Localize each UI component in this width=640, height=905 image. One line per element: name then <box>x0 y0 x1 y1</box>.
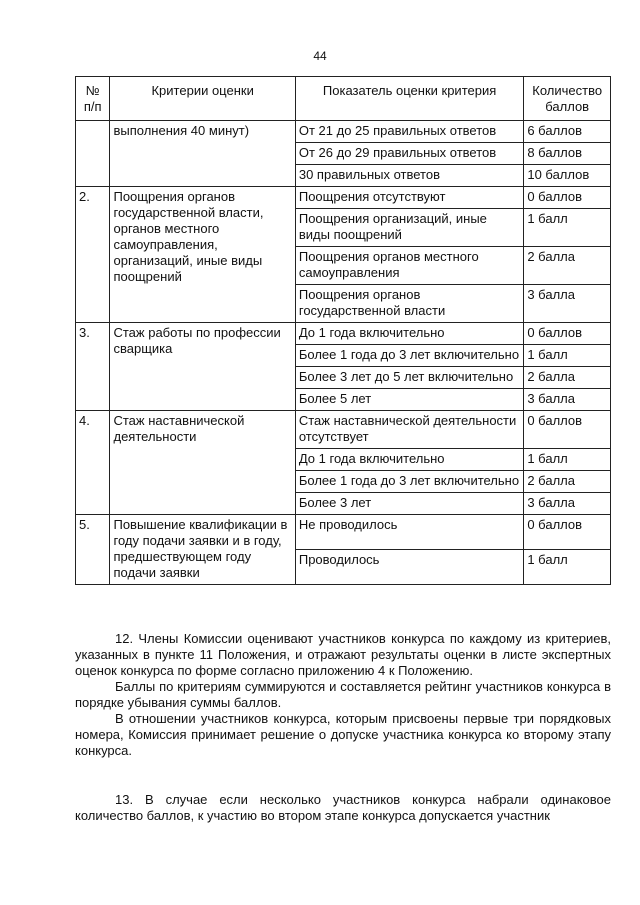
indicator-cell: Поощрения органов государственной власти <box>295 285 523 323</box>
body-text-13 <box>75 792 611 824</box>
points-cell: 2 балла <box>524 367 611 389</box>
points-cell: 0 баллов <box>524 323 611 345</box>
criteria-cell: Стаж работы по профессии сварщика <box>110 323 295 411</box>
indicator-cell: Более 1 года до 3 лет включительно <box>295 345 523 367</box>
header-indicator: Показатель оценки критерия <box>295 77 523 121</box>
points-cell: 1 балл <box>524 449 611 471</box>
indicator-cell: Более 3 лет <box>295 493 523 515</box>
table-row <box>76 411 611 449</box>
table-header-row <box>76 77 611 121</box>
table-row <box>76 121 611 143</box>
table-row <box>76 323 611 345</box>
criteria-table <box>75 76 611 585</box>
table-row <box>76 515 611 550</box>
paragraph-12: 12. Члены Комиссии оценивают участников конкурса по каждому из критериев, указанных в пункте 11 Положения, и отражают результаты оценки в листе экспертных оценок конкурса по форме согласно приложению 4 к Положению. <box>75 631 611 678</box>
points-cell: 3 балла <box>524 389 611 411</box>
points-cell: 6 баллов <box>524 121 611 143</box>
indicator-cell: Более 3 лет до 5 лет включительно <box>295 367 523 389</box>
criteria-cell: Стаж наставнической деятельности <box>110 411 295 515</box>
header-points: Количество баллов <box>524 77 611 121</box>
indicator-cell: Не проводилось <box>295 515 523 550</box>
indicator-cell: Стаж наставнической деятельности отсутствует <box>295 411 523 449</box>
points-cell: 0 баллов <box>524 411 611 449</box>
criteria-cell: выполнения 40 минут) <box>110 121 295 187</box>
indicator-cell: До 1 года включительно <box>295 449 523 471</box>
indicator-cell: От 21 до 25 правильных ответов <box>295 121 523 143</box>
indicator-cell: Поощрения отсутствуют <box>295 187 523 209</box>
header-num: № п/п <box>76 77 110 121</box>
points-cell: 1 балл <box>524 550 611 585</box>
page-number: 44 <box>313 49 327 63</box>
paragraph-admission: В отношении участников конкурса, которым присвоены первые три порядковых номера, Комиссия принимает решение о допуске участника конкурса ко второму этапу конкурса. <box>75 711 611 758</box>
points-cell: 1 балл <box>524 209 611 247</box>
row-number: 3. <box>76 323 110 411</box>
indicator-cell: Более 1 года до 3 лет включительно <box>295 471 523 493</box>
row-number: 5. <box>76 515 110 585</box>
points-cell: 3 балла <box>524 493 611 515</box>
table-row <box>76 187 611 209</box>
row-number: 2. <box>76 187 110 323</box>
points-cell: 0 баллов <box>524 515 611 550</box>
paragraph-13: 13. В случае если несколько участников конкурса набрали одинаковое количество баллов, к участию во втором этапе конкурса допускается участник <box>75 792 611 823</box>
header-criteria: Критерии оценки <box>110 77 295 121</box>
indicator-cell: От 26 до 29 правильных ответов <box>295 143 523 165</box>
indicator-cell: До 1 года включительно <box>295 323 523 345</box>
points-cell: 0 баллов <box>524 187 611 209</box>
criteria-cell: Поощрения органов государственной власти, органов местного самоуправления, организаций, иные виды поощрений <box>110 187 295 323</box>
points-cell: 10 баллов <box>524 165 611 187</box>
indicator-cell: 30 правильных ответов <box>295 165 523 187</box>
indicator-cell: Проводилось <box>295 550 523 585</box>
points-cell: 2 балла <box>524 471 611 493</box>
row-number <box>76 121 110 187</box>
indicator-cell: Более 5 лет <box>295 389 523 411</box>
points-cell: 1 балл <box>524 345 611 367</box>
indicator-cell: Поощрения организаций, иные виды поощрений <box>295 209 523 247</box>
body-text <box>75 631 611 759</box>
indicator-cell: Поощрения органов местного самоуправления <box>295 247 523 285</box>
row-number: 4. <box>76 411 110 515</box>
points-cell: 2 балла <box>524 247 611 285</box>
points-cell: 3 балла <box>524 285 611 323</box>
criteria-cell: Повышение квалификации в году подачи заявки и в году, предшествующем году подачи заявки <box>110 515 295 585</box>
paragraph-scores: Баллы по критериям суммируются и составляется рейтинг участников конкурса в порядке убывания суммы баллов. <box>75 679 611 710</box>
points-cell: 8 баллов <box>524 143 611 165</box>
